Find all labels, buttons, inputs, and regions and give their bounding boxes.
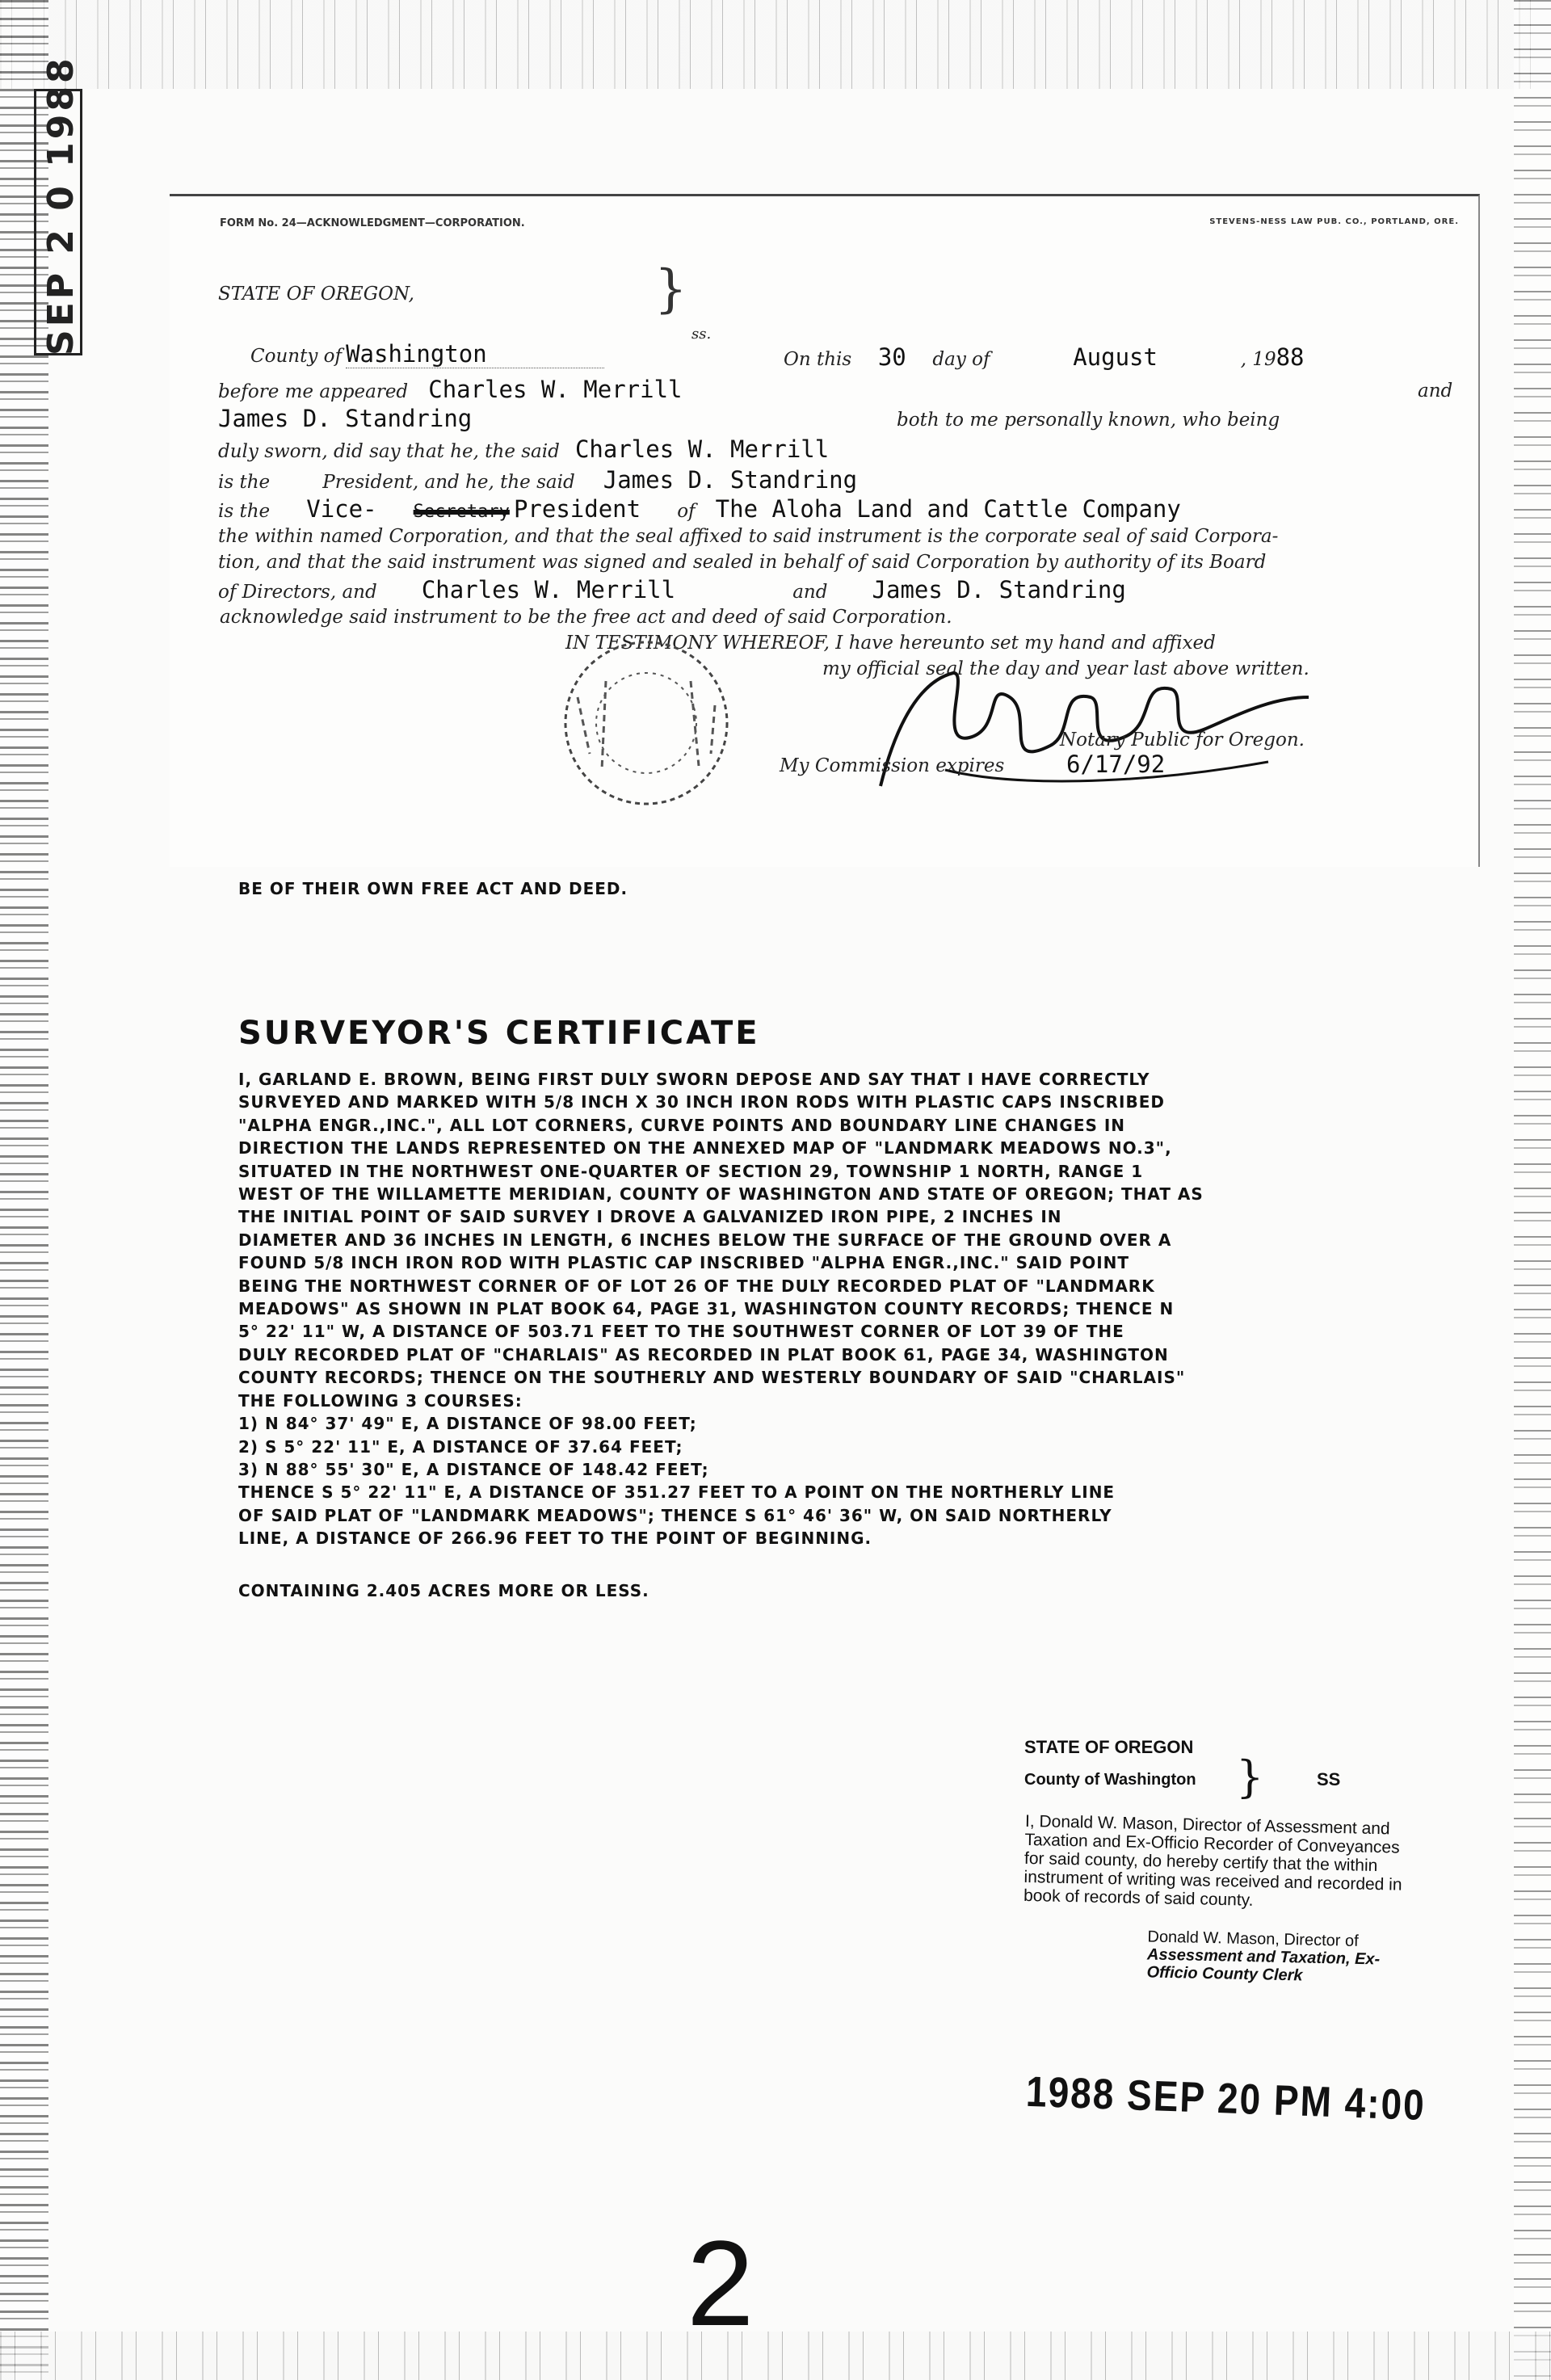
- recorder-signer-line-3: Officio County Clerk: [1146, 1963, 1303, 1985]
- certificate-line: 5° 22' 11" W, A DISTANCE OF 503.71 FEET TO THE SOUTHWEST CORNER OF LOT 39 OF THE: [238, 1322, 1124, 1342]
- on-this-label: On this: [784, 349, 852, 370]
- recorder-signer-line-1: Donald W. Mason, Director of: [1147, 1928, 1359, 1950]
- certificate-body: [238, 1068, 1280, 1602]
- form-para-1: the within named Corporation, and that the seal affixed to said instrument is the corporate seal of said Corpora-: [218, 526, 1279, 547]
- is-the-label: is the: [218, 472, 271, 493]
- testimony-line-1: IN TESTIMONY WHEREOF, I have hereunto set my hand and affixed: [565, 633, 1216, 654]
- recorder-ss: SS: [1317, 1769, 1341, 1789]
- county-line: [250, 340, 604, 368]
- commission-expires-value: 6/17/92: [1066, 751, 1166, 778]
- vice-president-line: [218, 495, 1181, 523]
- person1-third: Charles W. Merrill: [421, 576, 676, 603]
- form-number: FORM No. 24—ACKNOWLEDGMENT—CORPORATION.: [220, 217, 525, 229]
- state-line: [218, 284, 414, 305]
- certificate-line: 2) S 5° 22' 11" E, A DISTANCE OF 37.64 FEET;: [238, 1436, 683, 1457]
- date-line: [784, 343, 1305, 371]
- form-header: [220, 217, 1459, 242]
- person2-third: James D. Standring: [872, 576, 1126, 603]
- certificate-line: BEING THE NORTHWEST CORNER OF OF LOT 26 OF THE DULY RECORDED PLAT OF "LANDMARK: [238, 1276, 1155, 1296]
- recorder-county: County of Washington: [1024, 1771, 1196, 1789]
- commission-label: My Commission expires: [780, 755, 1005, 776]
- title1-text: President, and he, the said: [322, 472, 575, 493]
- duly-sworn-line: [218, 435, 829, 463]
- recorder-signer-line-2: Assessment and Taxation, Ex-: [1146, 1945, 1381, 1969]
- state-label: STATE OF OREGON,: [218, 284, 414, 305]
- certificate-line: THENCE S 5° 22' 11" E, A DISTANCE OF 351.27 FEET TO A POINT ON THE NORTHERLY LINE: [238, 1482, 1116, 1503]
- person2-repeat: James D. Standring: [603, 466, 858, 494]
- certificate-line: LINE, A DISTANCE OF 266.96 FEET TO THE POINT OF BEGINNING.: [238, 1528, 872, 1549]
- year-prefix: , 19: [1240, 349, 1276, 370]
- form-para-3: [218, 576, 1126, 603]
- page-number: 2: [687, 2215, 754, 2351]
- certificate-line: MEADOWS" AS SHOWN IN PLAT BOOK 64, PAGE 31, WASHINGTON COUNTY RECORDS; THENCE N: [238, 1299, 1175, 1319]
- certificate-line: SURVEYED AND MARKED WITH 5/8 INCH X 30 INCH IRON RODS WITH PLASTIC CAPS INSCRIBED: [238, 1092, 1165, 1112]
- certificate-line: THE INITIAL POINT OF SAID SURVEY I DROVE A GALVANIZED IRON PIPE, 2 INCHES IN: [238, 1207, 1062, 1227]
- certificate-line: 1) N 84° 37' 49" E, A DISTANCE OF 98.00 FEET;: [238, 1414, 697, 1434]
- form-para-4: acknowledge said instrument to be the free act and deed of said Corporation.: [220, 607, 952, 628]
- before-me-line: [218, 376, 683, 403]
- margin-date-text: SEP 2 0 1988: [40, 55, 82, 355]
- before-me-label: before me appeared: [218, 381, 409, 402]
- person2-line: [218, 405, 472, 432]
- person2-value: James D. Standring: [218, 405, 473, 432]
- scan-noise-bottom: [0, 2332, 1551, 2380]
- certificate-line: OF SAID PLAT OF "LANDMARK MEADOWS"; THENCE S 61° 46' 36" W, ON SAID NORTHERLY: [238, 1505, 1112, 1525]
- vice-label: Vice-: [306, 495, 377, 523]
- containing-line: CONTAINING 2.405 ACRES MORE OR LESS.: [238, 1580, 649, 1600]
- and-label: and: [1418, 381, 1453, 402]
- recorder-certification-text: I, Donald W. Mason, Director of Assessment and Taxation and Ex-Officio Recorder of Conveyances for said county, do hereby certify that the within instrument of writing was received and recorded in book of records of said county.: [1023, 1811, 1402, 1910]
- scan-noise-left: [0, 0, 48, 2380]
- certificate-line: THE FOLLOWING 3 COURSES:: [238, 1390, 523, 1411]
- certificate-line: WEST OF THE WILLAMETTE MERIDIAN, COUNTY OF WASHINGTON AND STATE OF OREGON; THAT AS: [238, 1184, 1204, 1205]
- certificate-line: DIAMETER AND 36 INCHES IN LENGTH, 6 INCHES BELOW THE SURFACE OF THE GROUND OVER A: [238, 1230, 1172, 1250]
- certificate-line: COUNTY RECORDS; THENCE ON THE SOUTHERLY AND WESTERLY BOUNDARY OF SAID "CHARLAIS": [238, 1368, 1186, 1388]
- certificate-line: 3) N 88° 55' 30" E, A DISTANCE OF 148.42 FEET;: [238, 1459, 709, 1479]
- recording-date-stamp: 1988 SEP 20 PM 4:00: [1025, 2067, 1427, 2130]
- president-line: [218, 466, 857, 494]
- day-of-label: day of: [932, 349, 990, 370]
- is-the-label-2: is the: [218, 501, 271, 522]
- certificate-line: FOUND 5/8 INCH IRON ROD WITH PLASTIC CAP INSCRIBED "ALPHA ENGR.,INC." SAID POINT: [238, 1253, 1130, 1273]
- ss-label: ss.: [691, 326, 712, 343]
- certificate-line: DULY RECORDED PLAT OF "CHARLAIS" AS RECORDED IN PLAT BOOK 61, PAGE 34, WASHINGTON: [238, 1344, 1169, 1365]
- struck-secretary: Secretary: [413, 502, 510, 522]
- county-label: County of: [250, 346, 342, 367]
- tail-line: BE OF THEIR OWN FREE ACT AND DEED.: [238, 879, 628, 898]
- and-label-2: and: [792, 582, 828, 603]
- brace: }: [654, 259, 687, 319]
- county-value: Washington: [346, 340, 604, 368]
- both-known-text: both to me personally known, who being: [897, 410, 1280, 431]
- scan-noise-top: [0, 0, 1551, 89]
- scan-noise-right: [1514, 0, 1551, 2380]
- recorder-state: STATE OF OREGON: [1024, 1737, 1194, 1757]
- day-value: 30: [877, 343, 906, 371]
- form-para-2: tion, and that the said instrument was signed and sealed in behalf of said Corporation by authority of its Board: [218, 552, 1267, 573]
- president-label: President: [513, 495, 641, 523]
- person1-value: Charles W. Merrill: [428, 376, 683, 403]
- form-publisher: STEVENS-NESS LAW PUB. CO., PORTLAND, ORE.: [1209, 217, 1459, 226]
- certificate-heading: SURVEYOR'S CERTIFICATE: [238, 1015, 760, 1052]
- certificate-line: "ALPHA ENGR.,INC.", ALL LOT CORNERS, CURVE POINTS AND BOUNDARY LINE CHANGES IN: [238, 1115, 1126, 1135]
- certificate-line: SITUATED IN THE NORTHWEST ONE-QUARTER OF SECTION 29, TOWNSHIP 1 NORTH, RANGE 1: [238, 1161, 1144, 1181]
- directors-label: of Directors, and: [218, 582, 377, 603]
- certificate-line: DIRECTION THE LANDS REPRESENTED ON THE ANNEXED MAP OF "LANDMARK MEADOWS NO.3",: [238, 1138, 1172, 1158]
- year-value: 88: [1276, 343, 1305, 371]
- corporation-name: The Aloha Land and Cattle Company: [715, 495, 1181, 523]
- month-value: August: [1073, 343, 1158, 371]
- margin-date-stamp: [34, 55, 82, 355]
- notary-label: Notary Public for Oregon.: [1060, 730, 1305, 751]
- testimony-line-2: my official seal the day and year last above written.: [822, 658, 1309, 679]
- recorder-brace: }: [1236, 1751, 1264, 1802]
- of-label: of: [677, 501, 696, 522]
- acknowledgment-form: [170, 194, 1480, 867]
- certificate-line: I, GARLAND E. BROWN, BEING FIRST DULY SWORN DEPOSE AND SAY THAT I HAVE CORRECTLY: [238, 1070, 1150, 1089]
- recorder-signer: [1146, 1928, 1422, 1987]
- person1-repeat: Charles W. Merrill: [574, 435, 830, 463]
- notary-seal-icon: [529, 633, 763, 810]
- duly-sworn-text: duly sworn, did say that he, the said: [218, 441, 560, 462]
